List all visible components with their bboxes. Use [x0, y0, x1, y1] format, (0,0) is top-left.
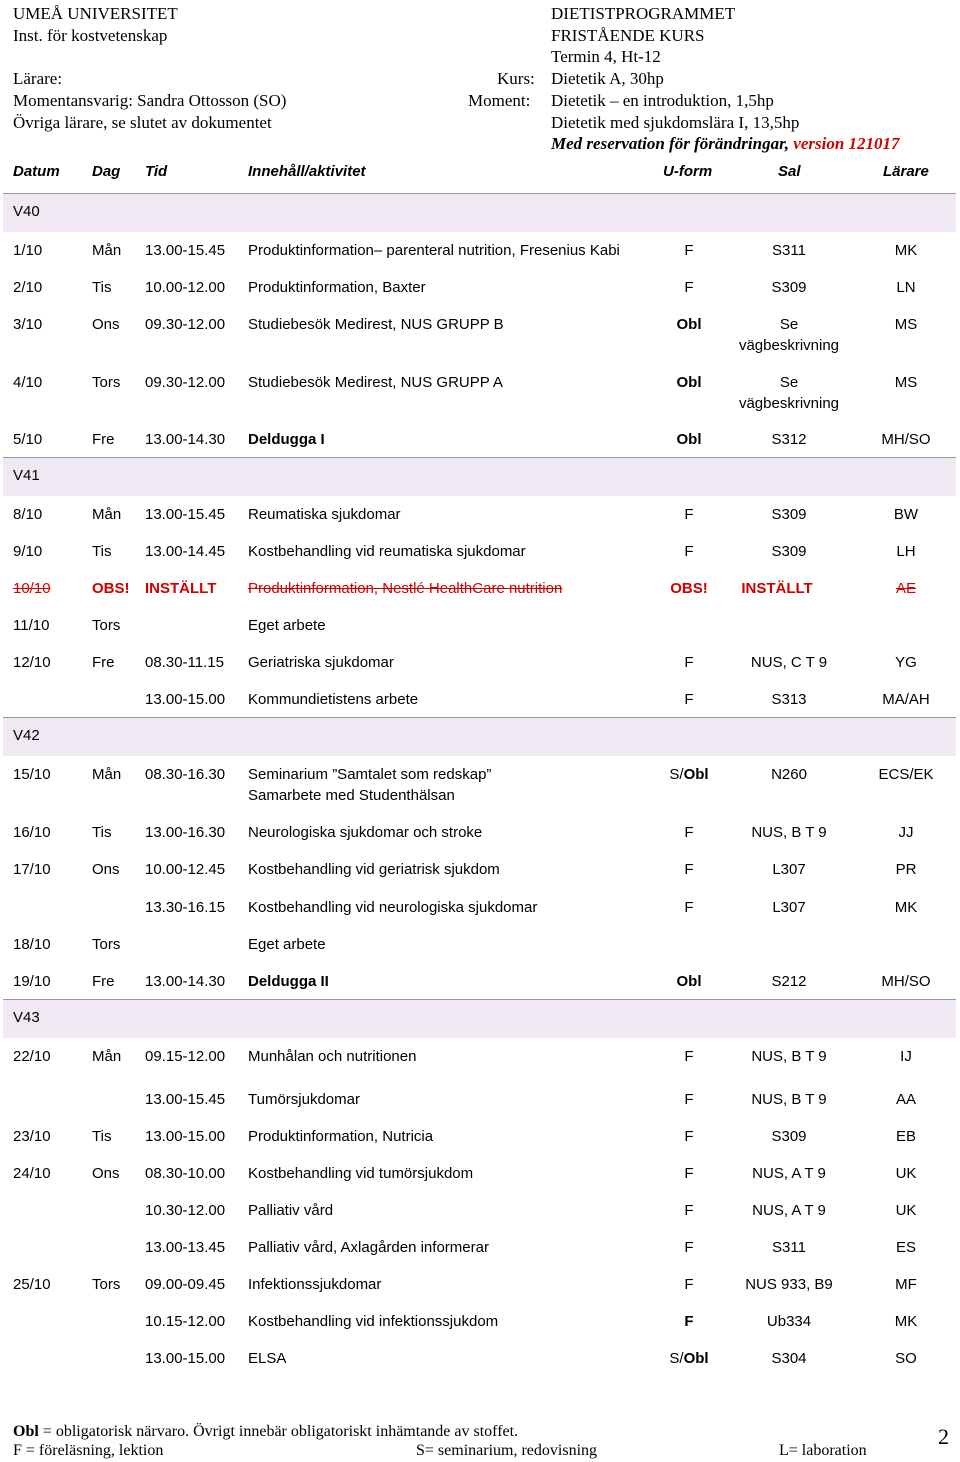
- col-tid: Tid: [145, 163, 168, 180]
- cell-innehall: Kostbehandling vid tumörsjukdom: [248, 1165, 474, 1182]
- week-label: V40: [13, 203, 40, 220]
- cell-dag: Tors: [92, 936, 121, 953]
- cell-tid: 13.00-13.45: [145, 1239, 226, 1256]
- cell-sal: S311: [772, 1239, 806, 1256]
- cell-larare: MK: [894, 242, 918, 259]
- cell-uform: Obl: [676, 316, 702, 333]
- cell-tid: 13.00-15.45: [145, 506, 226, 523]
- cell-innehall: Studiebesök Medirest, NUS GRUPP B: [248, 316, 504, 333]
- cell-dag: Tis: [92, 1128, 112, 1145]
- cell-innehall: Kostbehandling vid geriatrisk sjukdom: [248, 861, 500, 878]
- cell-tid: 13.00-15.00: [145, 1350, 226, 1367]
- reservation-text: Med reservation för förändringar,: [551, 134, 790, 153]
- cell-uform: S/Obl: [669, 1350, 709, 1367]
- cell-uform: F: [684, 543, 694, 560]
- cell-datum: 15/10: [13, 766, 51, 783]
- cell-tid: 13.00-14.30: [145, 973, 226, 990]
- cell-sal: L307: [772, 899, 806, 916]
- cell-dag: Ons: [92, 861, 120, 878]
- cell-datum: 23/10: [13, 1128, 51, 1145]
- program-name: DIETISTPROGRAMMET: [551, 4, 736, 23]
- cell-sal: S309: [771, 1128, 807, 1145]
- cell-datum: 5/10: [13, 431, 43, 448]
- cell-larare: MK: [894, 1313, 918, 1330]
- week-header-v40: [3, 193, 956, 232]
- cell-tid: 13.00-14.30: [145, 431, 226, 448]
- col-datum: Datum: [13, 163, 60, 180]
- cell-tid: 13.00-15.00: [145, 691, 226, 708]
- cell-dag: Mån: [92, 506, 122, 523]
- week-label: V43: [13, 1009, 40, 1026]
- cell-tid: 09.15-12.00: [145, 1048, 226, 1065]
- cell-uform: Obl: [676, 374, 702, 391]
- reservation-note: [551, 133, 900, 155]
- cell-tid: 13.00-15.45: [145, 242, 226, 259]
- cell-sal: S313: [771, 691, 807, 708]
- cell-innehall: ELSA: [248, 1350, 287, 1367]
- cell-uform: F: [684, 1313, 694, 1330]
- obl-description: = obligatorisk närvaro. Övrigt innebär obligatoriskt inhämtande av stoffet.: [38, 1423, 519, 1440]
- cell-innehall: Palliativ vård: [248, 1202, 334, 1219]
- week-header-v41: [3, 457, 956, 496]
- cell-uform: F: [684, 1128, 694, 1145]
- cell-dag: Tis: [92, 279, 112, 296]
- cell-innehall: Eget arbete: [248, 617, 326, 634]
- cell-tid: 10.00-12.00: [145, 279, 226, 296]
- teachers-label: Lärare:: [13, 69, 63, 88]
- cell-sal: NUS, B T 9: [751, 824, 827, 841]
- cell-dag: Mån: [92, 242, 122, 259]
- cell-datum: 17/10: [13, 861, 51, 878]
- cell-datum: 10/10: [13, 580, 51, 597]
- week-header-v42: [3, 717, 956, 756]
- cell-larare: ES: [895, 1239, 916, 1256]
- cell-larare: MH/SO: [881, 431, 931, 448]
- cell-dag: Tis: [92, 543, 112, 560]
- cell-innehall: Geriatriska sjukdomar: [248, 654, 394, 671]
- cell-sal: Se: [779, 374, 799, 391]
- cell-larare: MK: [894, 899, 918, 916]
- cell-tid: 13.00-14.45: [145, 543, 226, 560]
- cell-uform: F: [684, 506, 694, 523]
- cell-tid: 13.00-16.30: [145, 824, 226, 841]
- cell-uform: F: [684, 1165, 694, 1182]
- cell-larare: ECS/EK: [878, 766, 934, 783]
- cell-uform: F: [684, 1048, 694, 1065]
- cell-tid: 09.30-12.00: [145, 374, 226, 391]
- f-legend: F = föreläsning, lektion: [13, 1442, 164, 1459]
- cell-datum: 18/10: [13, 936, 51, 953]
- cell-dag: Tors: [92, 374, 121, 391]
- cell-sal: NUS, B T 9: [751, 1091, 827, 1108]
- cell-dag: Tis: [92, 824, 112, 841]
- cell-uform: F: [684, 691, 694, 708]
- cell-innehall: Eget arbete: [248, 936, 326, 953]
- cell-uform: OBS!: [670, 580, 708, 597]
- cell-larare: BW: [893, 506, 919, 523]
- cell-uform: F: [684, 1202, 694, 1219]
- cell-innehall: Produktinformation, Baxter: [248, 279, 426, 296]
- cell-sal: N260: [771, 766, 807, 783]
- cell-innehall-line2: Samarbete med Studenthälsan: [248, 787, 455, 804]
- cell-tid: 13.00-15.00: [145, 1128, 226, 1145]
- cell-sal: L307: [772, 861, 806, 878]
- course-name: Dietetik A, 30hp: [551, 69, 664, 88]
- cell-innehall: Deldugga I: [248, 431, 325, 448]
- cell-dag: Fre: [92, 431, 115, 448]
- cell-datum: 9/10: [13, 543, 43, 560]
- cell-datum: 12/10: [13, 654, 51, 671]
- cell-tid: 13.30-16.15: [145, 899, 226, 916]
- cell-innehall: Infektionssjukdomar: [248, 1276, 382, 1293]
- course-type: FRISTÅENDE KURS: [551, 26, 705, 45]
- cell-datum: 22/10: [13, 1048, 51, 1065]
- cell-sal: Ub334: [766, 1313, 812, 1330]
- cell-larare: LH: [896, 543, 916, 560]
- cell-larare: AE: [895, 580, 916, 597]
- cell-datum: 1/10: [13, 242, 43, 259]
- cell-innehall: Kostbehandling vid reumatiska sjukdomar: [248, 543, 526, 560]
- cell-larare: MA/AH: [882, 691, 930, 708]
- cell-sal: S309: [771, 506, 807, 523]
- week-label: V42: [13, 727, 40, 744]
- moment-2: Dietetik med sjukdomslära I, 13,5hp: [551, 113, 800, 132]
- moment-label: Moment:: [468, 91, 531, 110]
- cell-innehall: Palliativ vård, Axlagården informerar: [248, 1239, 489, 1256]
- other-teachers-note: Övriga lärare, se slutet av dokumentet: [13, 113, 272, 132]
- cell-uform: F: [684, 654, 694, 671]
- cell-larare: SO: [895, 1350, 917, 1367]
- obl-legend: [13, 1423, 518, 1441]
- cell-uform: F: [684, 1276, 694, 1293]
- cell-larare: UK: [895, 1165, 917, 1182]
- cell-innehall: Tumörsjukdomar: [248, 1091, 360, 1108]
- cell-larare: AA: [895, 1091, 916, 1108]
- col-larare: Lärare: [883, 163, 929, 180]
- cell-innehall: Produktinformation– parenteral nutrition, Fresenius Kabi: [248, 242, 620, 259]
- cell-larare: EB: [895, 1128, 916, 1145]
- page-number: 2: [938, 1424, 949, 1449]
- cell-datum: 19/10: [13, 973, 51, 990]
- cell-tid: 10.00-12.45: [145, 861, 226, 878]
- cell-dag: Ons: [92, 316, 120, 333]
- cell-sal: S312: [771, 431, 807, 448]
- cell-uform: F: [684, 279, 694, 296]
- cell-datum: 25/10: [13, 1276, 51, 1293]
- cell-datum: 24/10: [13, 1165, 51, 1182]
- cell-tid: 13.00-15.45: [145, 1091, 226, 1108]
- cell-dag: OBS!: [92, 580, 130, 597]
- cell-tid: 08.30-11.15: [145, 654, 224, 671]
- cell-tid: 09.00-09.45: [145, 1276, 226, 1293]
- s-legend: S= seminarium, redovisning: [416, 1442, 598, 1459]
- cell-datum: 11/10: [13, 617, 50, 634]
- cell-dag: Mån: [92, 1048, 122, 1065]
- cell-tid: INSTÄLLT: [145, 580, 217, 597]
- col-innehall: Innehåll/aktivitet: [248, 163, 366, 180]
- cell-innehall: Reumatiska sjukdomar: [248, 506, 401, 523]
- col-dag: Dag: [92, 163, 121, 180]
- term: Termin 4, Ht-12: [551, 47, 661, 66]
- cell-sal: NUS, B T 9: [751, 1048, 827, 1065]
- cell-sal: Se: [779, 316, 799, 333]
- cell-larare: LN: [896, 279, 916, 296]
- cell-innehall: Produktinformation, Nestlé HealthCare nutrition: [248, 580, 563, 597]
- version-text: version 121017: [793, 134, 900, 153]
- cell-uform: F: [684, 861, 694, 878]
- cell-sal: NUS, A T 9: [752, 1202, 826, 1219]
- cell-innehall: Produktinformation, Nutricia: [248, 1128, 434, 1145]
- cell-sal: S309: [771, 543, 807, 560]
- cell-uform: F: [684, 899, 694, 916]
- cell-larare: MF: [895, 1276, 917, 1293]
- week-header-v43: [3, 999, 956, 1038]
- cell-datum: 16/10: [13, 824, 51, 841]
- cell-innehall: Kommundietistens arbete: [248, 691, 419, 708]
- cell-larare: JJ: [898, 824, 914, 841]
- cell-uform: F: [684, 824, 694, 841]
- cell-uform: Obl: [676, 973, 702, 990]
- col-uform: U-form: [663, 163, 713, 180]
- cell-dag: Ons: [92, 1165, 120, 1182]
- cell-innehall: Neurologiska sjukdomar och stroke: [248, 824, 483, 841]
- cell-uform: S/Obl: [669, 766, 709, 783]
- cell-larare: IJ: [900, 1048, 912, 1065]
- col-sal: Sal: [778, 163, 801, 180]
- cell-datum: 4/10: [13, 374, 43, 391]
- cell-uform: F: [684, 1091, 694, 1108]
- obl-abbrev: Obl: [13, 1423, 39, 1440]
- university-name: UMEÅ UNIVERSITET: [13, 4, 178, 23]
- cell-sal: S311: [772, 242, 806, 259]
- cell-sal: S309: [771, 279, 807, 296]
- cell-dag: Tors: [92, 617, 121, 634]
- cell-sal: INSTÄLLT: [741, 580, 813, 597]
- cell-datum: 3/10: [13, 316, 43, 333]
- cell-dag: Mån: [92, 766, 122, 783]
- cell-uform: F: [684, 242, 694, 259]
- cell-innehall: Deldugga II: [248, 973, 329, 990]
- cell-innehall: Seminarium ”Samtalet som redskap”: [248, 766, 492, 783]
- cell-larare: MS: [894, 316, 918, 333]
- course-responsible: Momentansvarig: Sandra Ottosson (SO): [13, 91, 287, 110]
- cell-sal: S212: [771, 973, 807, 990]
- cell-larare: YG: [895, 654, 917, 671]
- cell-dag: Tors: [92, 1276, 121, 1293]
- cell-innehall: Munhålan och nutritionen: [248, 1048, 417, 1065]
- cell-datum: 2/10: [13, 279, 43, 296]
- cell-sal-line2: vägbeskrivning: [738, 395, 840, 412]
- cell-sal: NUS 933, B9: [745, 1276, 833, 1293]
- cell-uform: F: [684, 1239, 694, 1256]
- cell-dag: Fre: [92, 973, 115, 990]
- cell-dag: Fre: [92, 654, 115, 671]
- cell-innehall: Studiebesök Medirest, NUS GRUPP A: [248, 374, 503, 391]
- cell-tid: 08.30-16.30: [145, 766, 226, 783]
- cell-larare: PR: [895, 861, 917, 878]
- cell-sal-line2: vägbeskrivning: [738, 337, 840, 354]
- department-name: Inst. för kostvetenskap: [13, 26, 168, 45]
- moment-1: Dietetik – en introduktion, 1,5hp: [551, 91, 774, 110]
- week-label: V41: [13, 467, 40, 484]
- l-legend: L= laboration: [779, 1442, 867, 1459]
- cell-innehall: Kostbehandling vid neurologiska sjukdomar: [248, 899, 538, 916]
- kurs-label: Kurs:: [497, 69, 535, 88]
- cell-sal: NUS, A T 9: [752, 1165, 826, 1182]
- cell-tid: 10.15-12.00: [145, 1313, 226, 1330]
- cell-sal: NUS, C T 9: [750, 654, 828, 671]
- cell-larare: UK: [895, 1202, 917, 1219]
- cell-tid: 09.30-12.00: [145, 316, 226, 333]
- cell-datum: 8/10: [13, 506, 43, 523]
- cell-larare: MH/SO: [881, 973, 931, 990]
- cell-larare: MS: [894, 374, 918, 391]
- cell-tid: 08.30-10.00: [145, 1165, 226, 1182]
- cell-tid: 10.30-12.00: [145, 1202, 226, 1219]
- cell-innehall: Kostbehandling vid infektionssjukdom: [248, 1313, 499, 1330]
- cell-uform: Obl: [676, 431, 702, 448]
- cell-sal: S304: [771, 1350, 807, 1367]
